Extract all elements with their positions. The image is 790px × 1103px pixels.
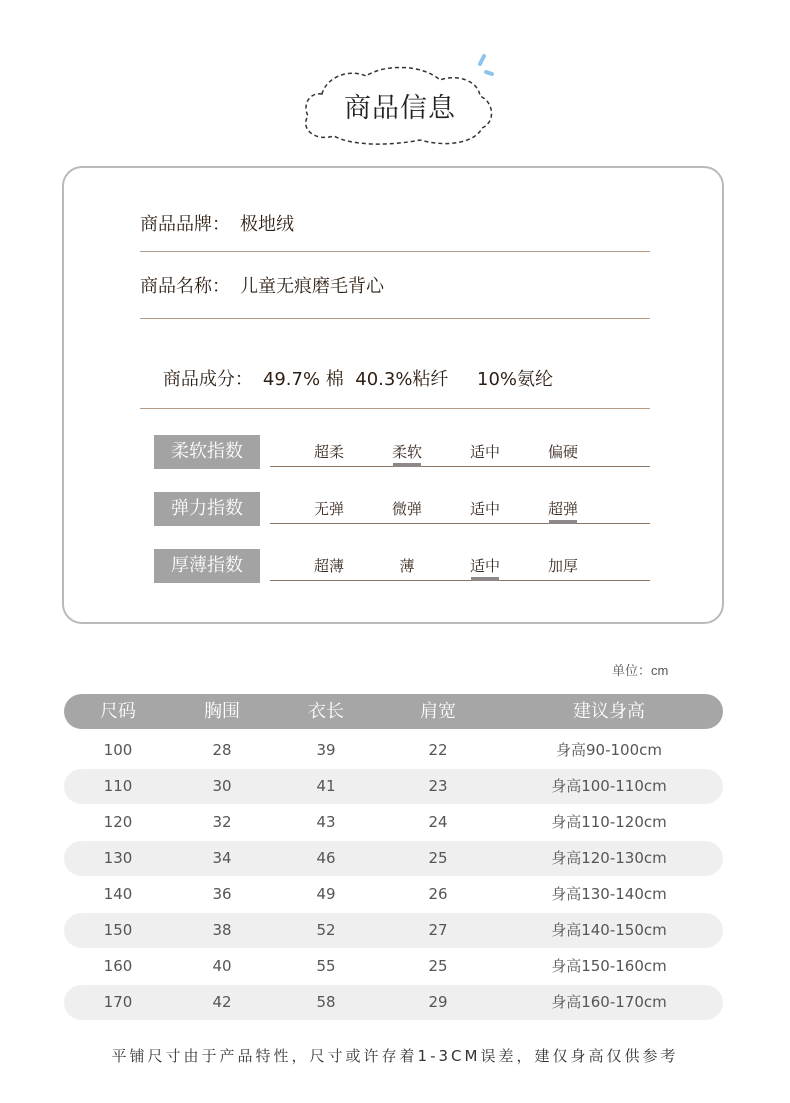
index-option: 无弹 [313, 500, 344, 518]
cell-length: 52 [316, 921, 336, 939]
cell-size: 120 [103, 813, 133, 831]
cell-chest: 36 [212, 885, 232, 903]
cell-shoulder: 25 [428, 957, 448, 975]
selected-marker [549, 520, 577, 524]
name-row [140, 272, 650, 298]
size-table-header [64, 694, 723, 729]
cell-length: 46 [316, 849, 336, 867]
table-row [64, 877, 723, 912]
page-title: 商品信息 [344, 93, 456, 124]
softness-index-label: 柔软指数 [154, 435, 260, 469]
cell-length: 39 [316, 741, 336, 759]
cell-shoulder: 26 [428, 885, 448, 903]
cell-height: 身高120-130cm [551, 849, 667, 867]
index-option: 超薄 [313, 557, 344, 575]
table-row [64, 913, 723, 948]
index-option: 适中 [469, 443, 500, 461]
composition-value: 49.7% 棉 40.3%粘纤 10%氨纶 [262, 369, 554, 390]
index-option-selected: 柔软 [391, 443, 422, 461]
cell-chest: 38 [212, 921, 232, 939]
table-row [64, 733, 723, 768]
brand-label: 商品品牌： [140, 214, 230, 235]
index-option: 微弹 [391, 500, 422, 518]
cell-chest: 34 [212, 849, 232, 867]
cell-size: 110 [103, 777, 133, 795]
cell-size: 130 [103, 849, 133, 867]
index-option: 超柔 [313, 443, 344, 461]
table-row [64, 985, 723, 1020]
table-row [64, 841, 723, 876]
header-size: 尺码 [100, 701, 136, 722]
composition-label: 商品成分： [162, 369, 253, 390]
index-scale-line [270, 523, 650, 524]
index-option: 加厚 [547, 557, 578, 575]
brand-value: 极地绒 [240, 214, 294, 235]
cell-height: 身高130-140cm [551, 885, 667, 903]
cell-size: 170 [103, 993, 133, 1011]
cell-shoulder: 23 [428, 777, 448, 795]
cell-length: 43 [316, 813, 336, 831]
header-shoulder: 肩宽 [420, 701, 456, 722]
cell-chest: 32 [212, 813, 232, 831]
accent-drop-icon [486, 72, 492, 74]
index-option-selected: 超弹 [547, 500, 578, 518]
size-disclaimer-note: 平铺尺寸由于产品特性，尺寸或许存着1-3CM误差，建仅身高仅供参考 [111, 1047, 679, 1065]
elasticity-index-label: 弹力指数 [154, 492, 260, 526]
table-row [64, 949, 723, 984]
cell-height: 身高110-120cm [551, 813, 667, 831]
unit-label: 单位：cm [612, 663, 669, 678]
index-scale-line [270, 580, 650, 581]
name-value: 儿童无痕磨毛背心 [240, 276, 384, 297]
table-row [64, 805, 723, 840]
divider [140, 408, 650, 409]
section-title-cloud [300, 52, 500, 148]
cell-length: 41 [316, 777, 336, 795]
thickness-index-label: 厚薄指数 [154, 549, 260, 583]
cell-size: 140 [103, 885, 133, 903]
cell-length: 55 [316, 957, 336, 975]
cell-chest: 40 [212, 957, 232, 975]
softness-index-row [154, 435, 650, 469]
brand-row [140, 210, 650, 236]
cell-height: 身高150-160cm [551, 957, 667, 975]
cell-shoulder: 29 [428, 993, 448, 1011]
cell-shoulder: 27 [428, 921, 448, 939]
selected-marker [393, 463, 421, 467]
index-option-selected: 适中 [469, 557, 500, 575]
name-label: 商品名称： [140, 276, 230, 297]
composition-row [140, 344, 650, 412]
cell-length: 58 [316, 993, 336, 1011]
cell-height: 身高140-150cm [551, 921, 667, 939]
divider [140, 318, 650, 319]
selected-marker [471, 577, 499, 581]
cell-length: 49 [316, 885, 336, 903]
cell-size: 160 [103, 957, 133, 975]
elasticity-index-row [154, 492, 650, 526]
accent-drop-icon [480, 56, 484, 64]
table-row [64, 769, 723, 804]
index-option: 偏硬 [547, 443, 578, 461]
header-chest: 胸围 [204, 701, 240, 722]
cell-chest: 42 [212, 993, 232, 1011]
cell-shoulder: 25 [428, 849, 448, 867]
cell-chest: 30 [212, 777, 232, 795]
index-option: 薄 [399, 557, 415, 575]
cell-shoulder: 22 [428, 741, 448, 759]
product-info-card [62, 166, 724, 624]
header-length: 衣长 [308, 701, 344, 722]
thickness-index-row [154, 549, 650, 583]
cell-height: 身高160-170cm [551, 993, 667, 1011]
divider [140, 251, 650, 252]
cell-size: 100 [103, 741, 133, 759]
index-option: 适中 [469, 500, 500, 518]
index-scale-line [270, 466, 650, 467]
cell-height: 身高90-100cm [556, 741, 662, 759]
cell-size: 150 [103, 921, 133, 939]
cell-chest: 28 [212, 741, 232, 759]
cell-height: 身高100-110cm [551, 777, 667, 795]
cell-shoulder: 24 [428, 813, 448, 831]
header-height: 建议身高 [573, 701, 645, 722]
